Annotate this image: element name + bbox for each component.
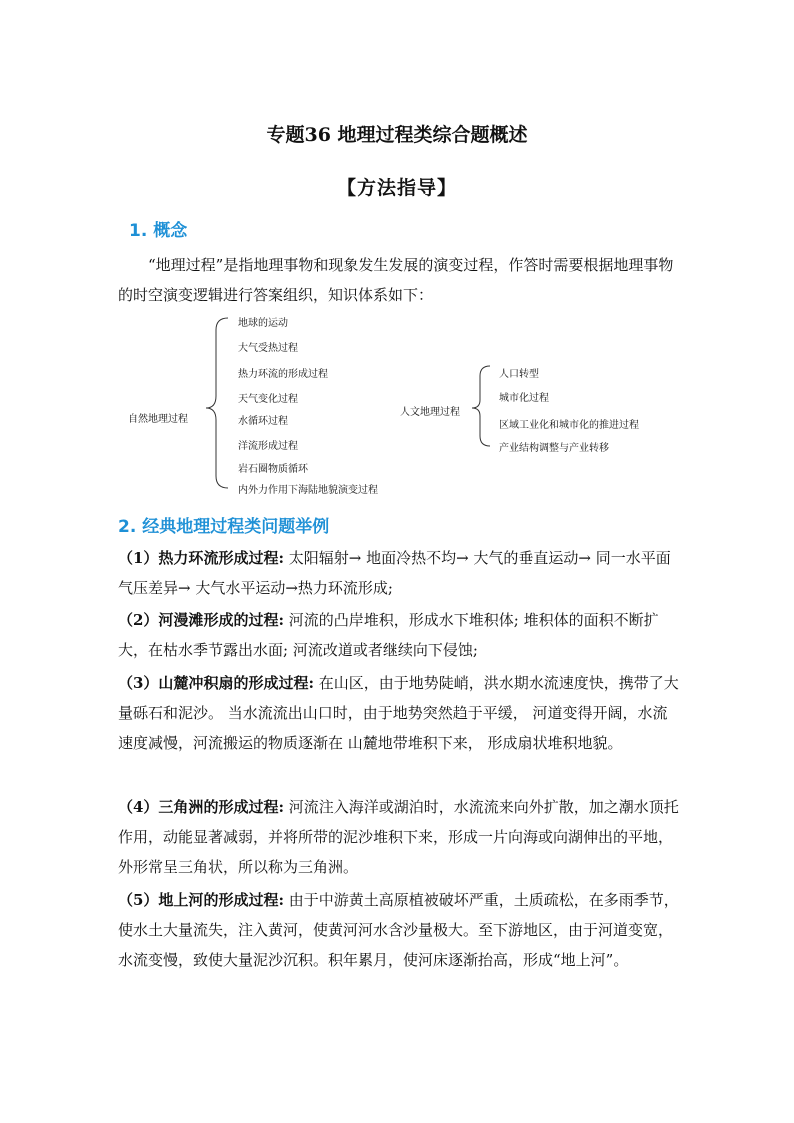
human-item: 城市化过程 bbox=[499, 393, 549, 404]
natural-item: 热力环流的形成过程 bbox=[238, 369, 328, 380]
natural-item: 洋流形成过程 bbox=[238, 441, 298, 452]
example-item-4 bbox=[118, 792, 680, 882]
human-item: 产业结构调整与产业转移 bbox=[499, 443, 609, 454]
diagram-braces bbox=[118, 308, 678, 498]
example-item-1 bbox=[118, 543, 680, 603]
example-item-2 bbox=[118, 605, 680, 665]
natural-item: 大气受热过程 bbox=[238, 343, 298, 354]
section1-intro: “地理过程”是指地理事物和现象发生发展的演变过程，作答时需要根据地理事物的时空演变逻辑进行答案组织，知识体系如下： bbox=[118, 256, 674, 304]
example-label: （5）地上河的形成过程: bbox=[118, 891, 284, 909]
example-text: 河流的凸岸堆积，形成水下堆积体; 堆积体的面积不断扩大，在枯水季节露出水面; 河流改道或者继续向下侵蚀; bbox=[118, 611, 659, 659]
natural-process-label: 自然地理过程 bbox=[128, 414, 188, 425]
natural-item: 水循环过程 bbox=[238, 416, 288, 427]
example-item-5 bbox=[118, 885, 680, 975]
example-text: 太阳辐射→ 地面冷热不均→ 大气的垂直运动→ 同一水平面气压差异→ 大气水平运动→热力环流形成; bbox=[118, 549, 671, 597]
example-label: （4）三角洲的形成过程: bbox=[118, 798, 284, 816]
natural-item: 内外力作用下海陆地貌演变过程 bbox=[238, 485, 378, 496]
human-item: 人口转型 bbox=[499, 369, 539, 380]
section1-heading: 1. 概念 bbox=[129, 221, 188, 241]
section-subtitle: 【方法指导】 bbox=[336, 177, 457, 199]
page-title: 专题36 地理过程类综合题概述 bbox=[266, 124, 528, 146]
natural-item: 岩石圈物质循环 bbox=[238, 464, 308, 475]
knowledge-diagram bbox=[118, 308, 678, 498]
example-text: 在山区，由于地势陡峭，洪水期水流速度快，携带了大量砾石和泥沙。 当水流流出山口时，由于地势突然趋于平缓， 河道变得开阔，水流速度减慢，河流搬运的物质逐渐在 山麓地带堆积下来， 形成扇状堆积地貌。 bbox=[118, 674, 679, 752]
example-label: （1）热力环流形成过程: bbox=[118, 549, 284, 567]
natural-item: 天气变化过程 bbox=[238, 394, 298, 405]
example-text: 由于中游黄土高原植被破坏严重，土质疏松，在多雨季节，使水土大量流失，注入黄河，使黄河河水含沙量极大。至下游地区，由于河道变宽，水流变慢，致使大量泥沙沉积。积年累月，使河床逐渐抬高，形成“地上河”。 bbox=[118, 891, 679, 969]
section2-heading: 2. 经典地理过程类问题举例 bbox=[118, 517, 330, 537]
example-item-3 bbox=[118, 668, 680, 758]
example-label: （3）山麓冲积扇的形成过程: bbox=[118, 674, 314, 692]
human-process-label: 人文地理过程 bbox=[400, 407, 460, 418]
example-text: 河流注入海洋或湖泊时，水流流来向外扩散，加之潮水顶托作用，动能显著减弱，并将所带的泥沙堆积下来，形成一片向海或向湖伸出的平地，外形常呈三角状，所以称为三角洲。 bbox=[118, 798, 679, 876]
natural-item: 地球的运动 bbox=[238, 318, 288, 329]
human-item: 区域工业化和城市化的推进过程 bbox=[499, 420, 639, 431]
example-label: （2）河漫滩形成的过程: bbox=[118, 611, 284, 629]
